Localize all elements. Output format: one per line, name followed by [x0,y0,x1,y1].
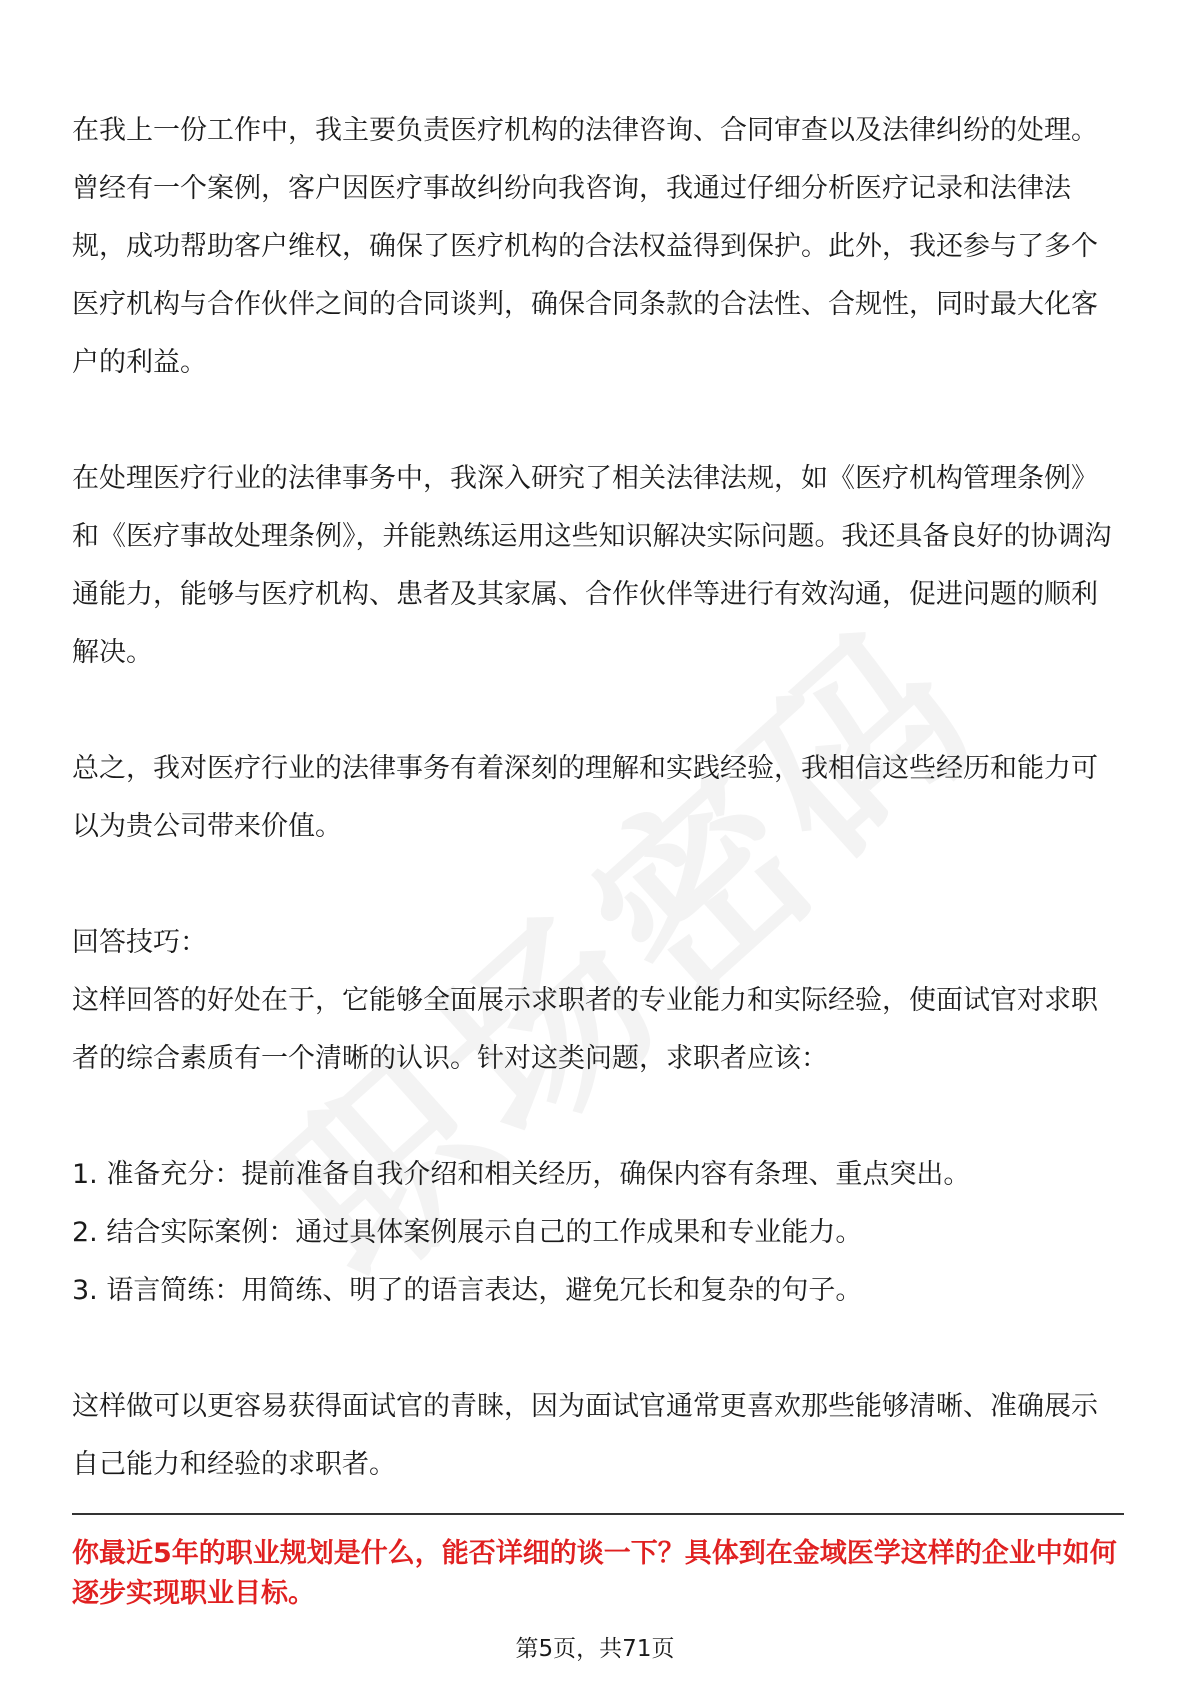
list-item: 3. 语言简练：用简练、明了的语言表达，避免冗长和复杂的句子。 [72,1275,863,1306]
paragraph-conclusion: 这样做可以更容易获得面试官的青睐，因为面试官通常更喜欢那些能够清晰、准确展示自己能力和经验的求职者。 [72,1391,1098,1480]
paragraph-summary: 总之，我对医疗行业的法律事务有着深刻的理解和实践经验，我相信这些经历和能力可以为贵公司带来价值。 [72,753,1098,842]
divider [72,1513,1124,1515]
tips-heading: 回答技巧： [72,927,207,958]
paragraph-experience: 在我上一份工作中，我主要负责医疗机构的法律咨询、合同审查以及法律纠纷的处理。曾经有一个案例，客户因医疗事故纠纷向我咨询，我通过仔细分析医疗记录和法律法规，成功帮助客户维权，确保了医疗机构的合法权益得到保护。此外，我还参与了多个医疗机构与合作伙伴之间的合同谈判，确保合同条款的合法性、合规性，同时最大化客户的利益。 [72,115,1098,378]
answer-body [72,102,1122,1494]
paragraph-expertise: 在处理医疗行业的法律事务中，我深入研究了相关法律法规，如《医疗机构管理条例》和《医疗事故处理条例》，并能熟练运用这些知识解决实际问题。我还具备良好的协调沟通能力，能够与医疗机构、患者及其家属、合作伙伴等进行有效沟通，促进问题的顺利解决。 [72,463,1112,668]
page-number: 第5页，共71页 [515,1636,675,1662]
list-item: 1. 准备充分：提前准备自我介绍和相关经历，确保内容有条理、重点突出。 [72,1159,971,1190]
paragraph-tips: 这样回答的好处在于，它能够全面展示求职者的专业能力和实际经验，使面试官对求职者的综合素质有一个清晰的认识。针对这类问题，求职者应该： [72,985,1098,1074]
list-item: 2. 结合实际案例：通过具体案例展示自己的工作成果和专业能力。 [72,1217,863,1248]
next-question: 你最近5年的职业规划是什么，能否详细的谈一下？具体到在金域医学这样的企业中如何逐步实现职业目标。 [72,1538,1117,1609]
